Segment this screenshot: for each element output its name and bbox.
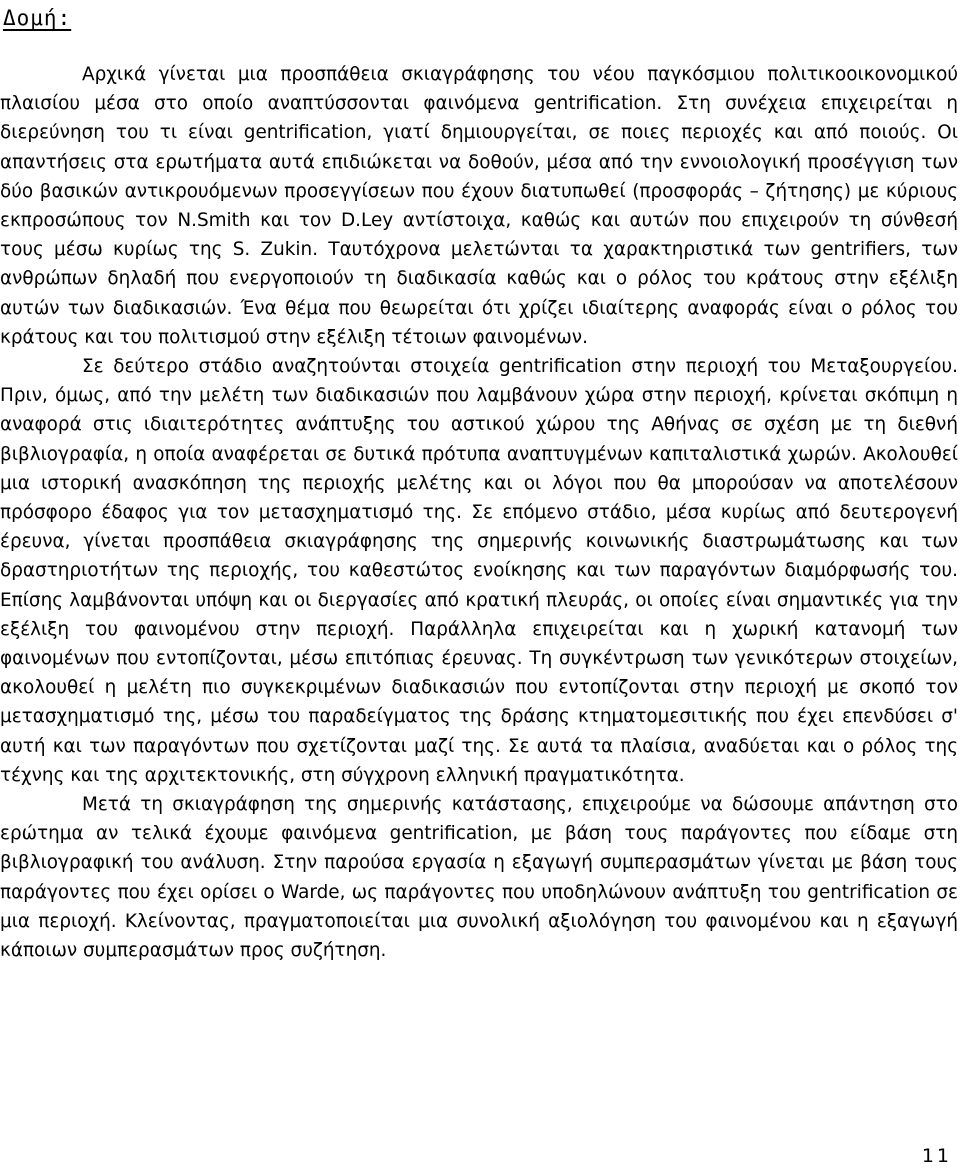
paragraph-conclusion: Μετά τη σκιαγράφηση της σημερινής κατάστασης, επιχειρούμε να δώσουμε απάντηση στο ερώτημα αν τελικά έχουμε φαινόμενα gentrification, με βάση τους παράγοντες που είδαμε στη βιβλιογραφική του ανάλυση. Στην παρούσα εργασία η εξαγωγή συμπερασμάτων γίνεται με βάση τους παράγοντες που έχει ορίσει ο Warde, ως παράγοντες που υποδηλώνουν ανάπτυξη του gentrification σε μια περιοχή. Κλείνοντας, πραγματοποιείται μια συνολική αξιολόγηση του φαινομένου και η εξαγωγή κάποιων συμπερασμάτων προς συζήτηση.	[0, 794, 958, 962]
paragraph-intro: Αρχικά γίνεται μια προσπάθεια σκιαγράφησης του νέου παγκόσμιου πολιτικοοικονομικού πλαισίου μέσα στο οποίο αναπτύσσονται φαινόμενα gentrification. Στη συνέχεια επιχειρείται η διερεύνηση του τι είναι gentrification, γιατί δημιουργείται, σε ποιες περιοχές και από ποιούς. Οι απαντήσεις στα ερωτήματα αυτά επιδιώκεται να δοθούν, μέσα από την εννοιολογική προσέγγιση των δύο βασικών αντικρουόμενων προσεγγίσεων που έχουν διατυπωθεί (προσφοράς – ζήτησης) με κύριους εκπροσώπους τον N.Smith και τον D.Ley αντίστοιχα, καθώς και αυτών που επιχειρούν τη σύνθεσή τους μέσω κυρίως της S. Zukin. Ταυτόχρονα μελετώνται τα χαρακτηριστικά των gentrifiers, των ανθρώπων δηλαδή που ενεργοποιούν τη διαδικασία καθώς και ο ρόλος του κράτους στην εξέλιξη αυτών των διαδικασιών. Ένα θέμα που θεωρείται ότι χρίζει ιδιαίτερης αναφοράς είναι ο ρόλος του κράτους και του πολιτισμού στην εξέλιξη τέτοιων φαινομένων.	[0, 64, 958, 348]
section-heading: Δομή:	[3, 6, 72, 30]
body-text	[0, 60, 958, 965]
page-number: 11	[921, 1145, 952, 1167]
paragraph-second-stage: Σε δεύτερο στάδιο αναζητούνται στοιχεία gentrification στην περιοχή του Μεταξουργείου. Πριν, όμως, από την μελέτη των διαδικασιών που λαμβάνουν χώρα στην περιοχή, κρίνεται σκόπιμη η αναφορά στις ιδιαιτερότητες ανάπτυξης του αστικού χώρου της Αθήνας σε σχέση με τη διεθνή βιβλιογραφία, η οποία αναφέρεται σε δυτικά πρότυπα αναπτυγμένων καπιταλιστικά χωρών. Ακολουθεί μια ιστορική ανασκόπηση της περιοχής μελέτης και οι λόγοι που θα μπορούσαν να αποτελέσουν πρόσφορο έδαφος για τον μετασχηματισμό της. Σε επόμενο στάδιο, μέσα κυρίως από δευτερογενή έρευνα, γίνεται προσπάθεια σκιαγράφησης της σημερινής κοινωνικής διαστρωμάτωσης και των δραστηριοτήτων της περιοχής, του καθεστώτος ενοίκησης και των παραγόντων διαμόρφωσής του. Επίσης λαμβάνονται υπόψη και οι διεργασίες από κρατική πλευράς, οι οποίες είναι σημαντικές για την εξέλιξη του φαινομένου στην περιοχή. Παράλληλα επιχειρείται και η χωρική κατανομή των φαινομένων που εντοπίζονται, μέσω επιτόπιας έρευνας. Τη συγκέντρωση των γενικότερων στοιχείων, ακολουθεί η μελέτη πιο συγκεκριμένων διαδικασιών που εντοπίζονται στην περιοχή με σκοπό τον μετασχηματισμό της, μέσω του παραδείγματος της δράσης κτηματομεσιτικής που έχει επενδύσει σ' αυτή και των παραγόντων που σχετίζονται μαζί της. Σε αυτά τα πλαίσια, αναδύεται και ο ρόλος της τέχνης και της αρχιτεκτονικής, στη σύγχρονη ελληνική πραγματικότητα.	[0, 356, 958, 786]
